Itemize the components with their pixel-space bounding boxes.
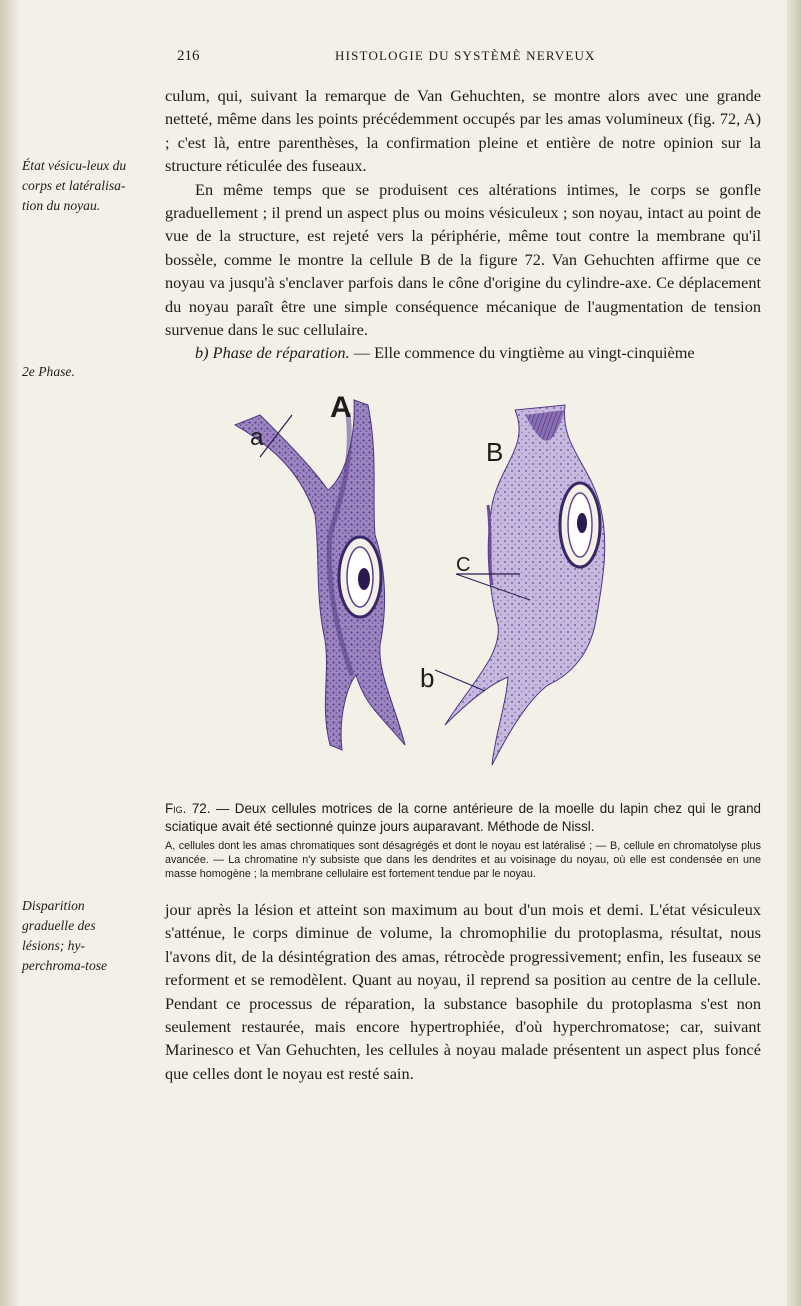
text-block-top [165, 84, 761, 365]
running-title: HISTOLOGIE DU SYSTÈMÈ NERVEUX [335, 48, 596, 63]
paragraph-2: En même temps que se produisent ces altérations intimes, le corps se gonfle graduellement ; il prend un aspect plus ou moins vésiculeux ; son noyau, intact au point de vue de la structure, est rejeté vers la périphérie, même tout contre la membrane qu'il bossèle, comme le montre la cellule B de la figure 72. Van Gehuchten affirme que ce noyau va jusqu'à s'enclaver parfois dans le cône d'origine du cylindre-axe. Ce déplacement du noyau paraît être une simple conséquence mécanique de l'augmentation de tension survenue dans le suc cellulaire. [165, 179, 761, 340]
paragraph-1: culum, qui, suivant la remarque de Van Gehuchten, se montre alors avec une grande netteté, même dans les points précédemment occupés par les amas volumineux (fig. 72, A) ; c'est là, entre parenthèses, la confirmation pleine et entière de notre opinion sur la structure réticulée des fuseaux. [165, 86, 761, 176]
caption-main [165, 800, 761, 835]
figure-72-illustration [230, 385, 690, 785]
side-note-phase: 2e Phase. [22, 364, 75, 379]
page-number: 216 [177, 48, 200, 64]
side-note-etat-vesiculeux: État vésicu-leux du corps et latéralisa-tion du noyau. [22, 158, 127, 213]
text-block-bottom [165, 898, 761, 1085]
figure-72 [230, 385, 690, 785]
cell-a [235, 400, 405, 750]
figure-label-a: a [250, 424, 264, 451]
caption-legend: A, cellules dont les amas chromatiques sont désagrégés et dont le noyau est latéralisé ; — B, cellule en chromatolyse plus avancée. — La chromatine n'y subsiste que dans les dendrites et au voisinage du noyau, où elle est condensée en une masse homogène ; la membrane cellulaire est fortement tendue par le noyau. [165, 840, 761, 880]
paragraph-3 [165, 341, 761, 364]
figure-label-B: B [486, 437, 504, 467]
paragraph-4: jour après la lésion et atteint son maximum au bout d'un mois et demi. L'état vésiculeux s'atténue, le corps diminue de volume, la chromophilie du protoplasma, résultat, nous l'avons dit, de la désintégration des amas, rétrocède progressivement; enfin, les fuseaux se reforment et se remodèlent. Quant au noyau, il reprend sa position au centre de la cellule. Pendant ce processus de réparation, la substance basophile du protoplasma s'est non seulement restaurée, mais encore hypertrophiée, d'où hyperchromatose; car, suivant Marinesco et Van Gehuchten, les cellules à noyau malade présentent un aspect plus foncé que celles dont le noyau est resté sain. [165, 900, 761, 1083]
caption-text: — Deux cellules motrices de la corne antérieure de la moelle du lapin chez qui le grand sciatique avait été sectionné quinze jours auparavant. Méthode de Nissl. [165, 801, 761, 834]
figure-caption [165, 800, 761, 881]
page-header [0, 48, 801, 68]
cell-b [435, 405, 605, 765]
side-note-disparition: Disparition graduelle des lésions; hy-perchroma-tose [22, 898, 108, 973]
figure-label-C: C [456, 554, 471, 576]
phase-heading: b) Phase de réparation. [195, 343, 350, 363]
caption-fig-label: Fig. 72. [165, 801, 211, 816]
figure-label-A: A [330, 391, 352, 424]
page-gutter-shadow [0, 0, 20, 1306]
page-edge [787, 0, 801, 1306]
figure-label-b: b [420, 663, 435, 693]
paragraph-3-text: — Elle commence du vingtième au vingt-cinquième [349, 343, 695, 363]
